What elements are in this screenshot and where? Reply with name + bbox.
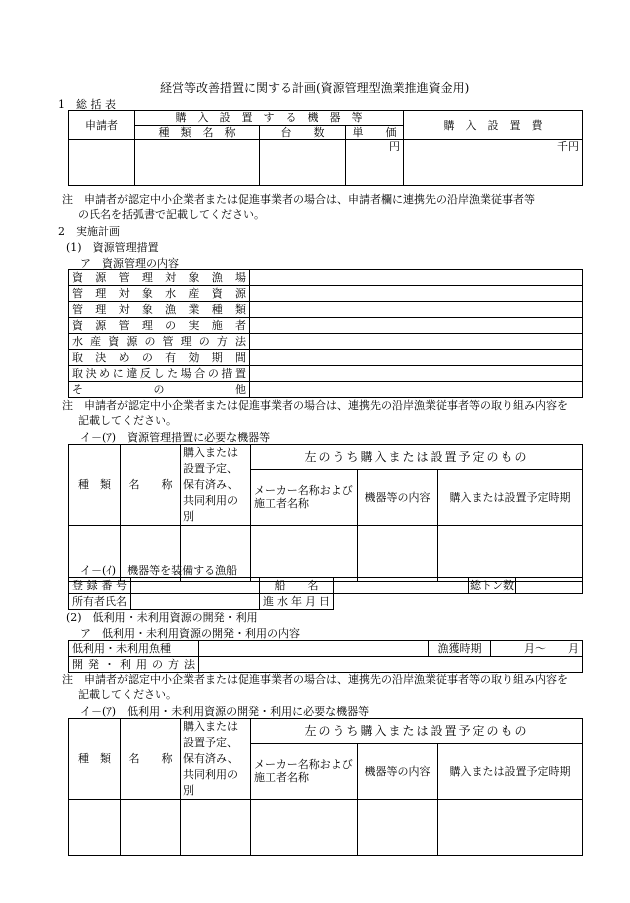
time-label: 購入または設置予定時期 <box>438 743 583 799</box>
planned-purchase-header: 左のうち購入または設置予定のもの <box>251 719 583 744</box>
row-value[interactable] <box>250 318 583 334</box>
equipment-table-2 <box>68 718 583 856</box>
content-cell[interactable] <box>358 800 438 856</box>
row-label: 管理対象水産資源 <box>69 286 250 302</box>
underused-fish-cell[interactable] <box>199 641 429 657</box>
catch-season-label: 漁獲時期 <box>429 641 491 657</box>
unit-price-label: 単 価 <box>346 126 404 140</box>
status-label: 購入または設置予定、保有済み、共同利用の別 <box>181 445 251 526</box>
time-cell[interactable] <box>438 526 583 582</box>
maker-label: メーカー名称および施工者名称 <box>251 743 358 799</box>
tonnage-label: 総トン数 <box>470 579 514 592</box>
content-label: 機器等の内容 <box>358 469 438 525</box>
row-label: そ の 他 <box>69 382 250 398</box>
row-label: 取決めに違反した場合の措置 <box>69 366 250 382</box>
underused-fish-label: 低利用・未利用魚種 <box>69 641 199 657</box>
thousand-yen-unit: 千円 <box>557 140 580 154</box>
catch-season-cell[interactable] <box>491 641 583 657</box>
registration-label: 登録番号 <box>69 578 131 594</box>
status-cell[interactable] <box>181 800 251 856</box>
content-cell[interactable] <box>358 526 438 582</box>
subsection-resource-mgmt: (1) 資源管理措置 <box>66 241 159 254</box>
count-cell[interactable] <box>260 140 346 186</box>
row-value[interactable] <box>250 350 583 366</box>
page-title: 経営等改善措置に関する計画(資源管理型漁業推進資金用) <box>160 81 470 95</box>
row-label: 取決めの有効期間 <box>69 350 250 366</box>
subsection-underused-content: ア 低利用・未利用資源の開発・利用の内容 <box>80 627 300 640</box>
row-value[interactable] <box>250 366 583 382</box>
row-label: 水産資源の管理の方法 <box>69 334 250 350</box>
subsection-underused-resources: (2) 低利用・未利用資源の開発・利用 <box>66 611 258 624</box>
unit-price-cell[interactable] <box>346 140 404 186</box>
section-2-heading: 2 実施計画 <box>58 225 120 238</box>
equipment-header: 購 入 設 置 す る 機 器 等 <box>135 111 404 126</box>
subsection-fishing-vessel: イ－(ｲ) 機器等を装備する漁船 <box>80 564 238 577</box>
cost-header: 購 入 設 置 費 <box>404 111 583 140</box>
row-value[interactable] <box>250 334 583 350</box>
subsection-resource-mgmt-content: ア 資源管理の内容 <box>80 257 179 270</box>
owner-label: 所有者氏名 <box>69 594 131 610</box>
kind-name-cell[interactable] <box>135 140 260 186</box>
cost-cell[interactable] <box>404 140 583 186</box>
note-3-line-1: 注 申請者が認定中小企業者または促進事業者の場合は、連携先の沿岸漁業従事者等の取り組み内容を <box>62 673 568 686</box>
owner-cell[interactable] <box>131 594 260 610</box>
row-value[interactable] <box>250 286 583 302</box>
count-label: 台 数 <box>260 126 346 140</box>
applicant-cell[interactable] <box>69 140 135 186</box>
ship-name-value[interactable] <box>334 578 468 593</box>
kind-name-label: 種 類 名 称 <box>135 126 260 140</box>
note-3-line-2: 記載してください。 <box>78 688 177 701</box>
row-label: 資源管理対象漁場 <box>69 270 250 286</box>
note-1-line-1: 注 申請者が認定中小企業者または促進事業者の場合は、申請者欄に連携先の沿岸漁業従事者等 <box>62 193 535 206</box>
kind-cell[interactable] <box>69 800 121 856</box>
tonnage-cell[interactable] <box>516 578 583 594</box>
time-label: 購入または設置予定時期 <box>438 469 583 525</box>
note-2-line-1: 注 申請者が認定中小企業者または促進事業者の場合は、連携先の沿岸漁業従事者等の取り組み内容を <box>62 399 568 412</box>
planned-purchase-header: 左のうち購入または設置予定のもの <box>251 445 583 470</box>
summary-table <box>68 110 583 186</box>
applicant-label: 申請者 <box>69 111 135 140</box>
content-label: 機器等の内容 <box>358 743 438 799</box>
ship-name-cell[interactable] <box>334 578 516 594</box>
method-cell[interactable] <box>199 657 583 673</box>
row-label: 資源管理の実施者 <box>69 318 250 334</box>
section-1-heading: 1 総 括 表 <box>58 98 116 111</box>
row-value[interactable] <box>250 270 583 286</box>
launch-date-cell[interactable] <box>334 594 583 610</box>
subsection-equipment-1: イ－(ｱ) 資源管理措置に必要な機器等 <box>80 431 271 444</box>
note-2-line-2: 記載してください。 <box>78 414 177 427</box>
maker-cell[interactable] <box>251 526 358 582</box>
time-cell[interactable] <box>438 800 583 856</box>
name-label: 名 称 <box>121 719 181 800</box>
maker-label: メーカー名称および施工者名称 <box>251 469 358 525</box>
yen-unit: 円 <box>389 140 401 154</box>
row-label: 管理対象漁業種類 <box>69 302 250 318</box>
ship-name-label: 船 名 <box>260 578 334 594</box>
name-label: 名 称 <box>121 445 181 526</box>
resource-mgmt-table <box>68 269 583 398</box>
maker-cell[interactable] <box>251 800 358 856</box>
months-text: 月～ 月 <box>524 641 579 655</box>
kind-label: 種 類 <box>69 719 121 800</box>
name-cell[interactable] <box>121 800 181 856</box>
note-1-line-2: の氏名を括弧書で記載してください。 <box>78 208 265 221</box>
row-value[interactable] <box>250 302 583 318</box>
registration-cell[interactable] <box>131 578 260 594</box>
development-table <box>68 640 583 673</box>
method-label: 開発・利用の方法 <box>69 657 199 673</box>
kind-label: 種 類 <box>69 445 121 526</box>
vessel-table <box>68 577 583 610</box>
status-label: 購入または設置予定、保有済み、共同利用の別 <box>181 719 251 800</box>
subsection-equipment-2: イ－(ｱ) 低利用・未利用資源の開発・利用に必要な機器等 <box>80 705 370 718</box>
row-value[interactable] <box>250 382 583 398</box>
launch-date-label: 進水年月日 <box>260 594 334 610</box>
